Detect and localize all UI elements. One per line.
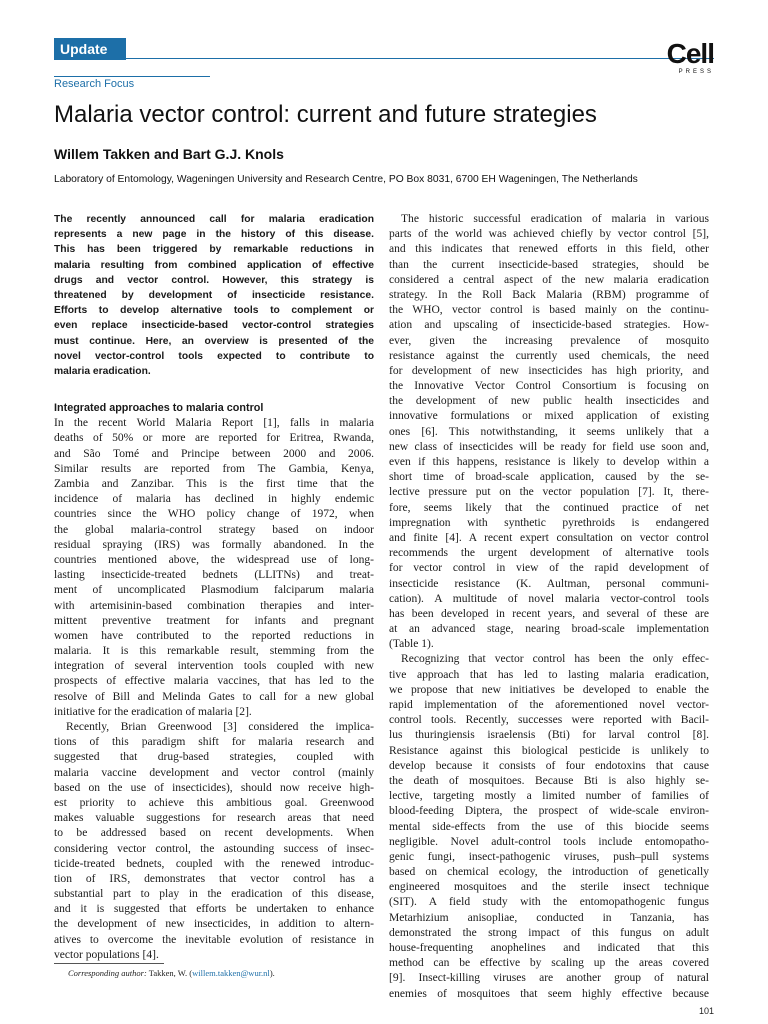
text-line: lective, targeting mostly a limited number of families of: [389, 790, 709, 803]
text-line: than the current insecticide-based strategies, should be: [389, 258, 709, 271]
text-line: ones [6]. This notwithstanding, it seems unlikely that a: [389, 425, 709, 438]
text-line: substantial part to play in the eradication of this disease,: [54, 888, 374, 901]
text-line: and São Tomé and Principe between 2000 and 2006.: [54, 447, 374, 460]
text-line: (SIT). A field study with the entomopathogenic fungus: [389, 896, 709, 909]
text-line: makes valuable suggestions for research areas that need: [54, 812, 374, 825]
text-line: for development of new insecticides has high priority, and: [389, 364, 709, 377]
text-line: ticide-treated bednets, coupled with the renewed introduc-: [54, 857, 374, 870]
text-line: This has been triggered by remarkable reductions in: [54, 244, 374, 256]
text-line: fore, seems likely that the continued practice of net: [389, 501, 709, 514]
footnote-label: Corresponding author:: [68, 968, 147, 978]
text-line: based on the use of insecticides), should now receive high-: [54, 781, 374, 794]
left-column: [54, 212, 374, 963]
text-line: atives to overcome the inevitable evolution of resistance in: [54, 933, 374, 946]
text-line: the WHO, vector control is based mainly on the continu-: [389, 304, 709, 317]
text-line: method can be effective by scaling up the areas covered: [389, 957, 709, 970]
section-tab-update: Update: [54, 38, 126, 60]
text-line: The historic successful eradication of malaria in various: [401, 213, 709, 225]
text-line: malaria vaccine development and vector control (mainly: [54, 766, 374, 779]
footnote-rule: [54, 963, 164, 964]
text-line: even if this happens, resistance is likely to develop within a: [389, 456, 709, 468]
text-line: we propose that new initiatives be developed to enable the: [389, 683, 709, 696]
text-line: to be addressed based on recent developments. When: [54, 827, 374, 840]
text-line: resistance against the currently used chemicals, the need: [389, 349, 709, 362]
text-line: develop because it consists of four endotoxins that cause: [389, 759, 709, 772]
right-column: [389, 212, 709, 1002]
text-line: incidence of malaria has declined in highly endemic: [54, 493, 374, 506]
text-line: est priority to achieve this ambitious goal. Greenwood: [54, 796, 374, 809]
footnote-close: ).: [269, 968, 275, 978]
text-line: at an advanced stage, nearing broad-scale implementation: [389, 623, 709, 636]
text-line: vector populations [4].: [54, 948, 159, 961]
text-line: residual spraying (IRS) was formally abandoned. In the: [54, 538, 374, 551]
text-line: represents a new page in the history of this disease.: [54, 229, 374, 241]
text-line: Metarhizium anisopliae, conducted in Tanzania, has: [389, 911, 709, 924]
text-line: enemies of mosquitoes that seem highly effective because: [389, 987, 709, 1000]
header-rule: [126, 58, 714, 59]
text-line: cation). A multitude of novel malaria vector-control tools: [389, 592, 709, 605]
author-affiliation: Laboratory of Entomology, Wageningen University and Research Centre, PO Box 8031, 6700 EH Wageningen, The Netherlands: [54, 174, 638, 185]
text-line: insecticide resistance (K. Aultman, personal communi-: [389, 577, 709, 590]
text-line: novel vector-control tools expected to contribute to: [54, 350, 374, 362]
text-line: malaria eradication.: [54, 365, 151, 377]
text-line: based on chemical ecology, the introduction of genetically: [389, 866, 709, 879]
text-line: and it is suggested that efforts be undertaken to enhance: [54, 903, 374, 916]
cell-press-logo: Cell: [666, 38, 714, 69]
text-line: the Innovative Vector Control Consortium is focusing on: [389, 380, 709, 393]
text-line: considering vector control, the astounding success of insec-: [54, 842, 374, 855]
text-line: drugs and vector control. However, this strategy is: [54, 274, 374, 286]
text-line: new class of insecticides will be ready for field use soon and,: [389, 440, 709, 453]
text-line: women have contributed to the reported reductions in: [54, 629, 374, 642]
corresponding-author-note: [68, 968, 275, 978]
section-heading: Integrated approaches to malaria control: [54, 402, 264, 415]
author-email-link[interactable]: willem.takken@wur.nl: [192, 968, 270, 978]
text-line: considered a central aspect of the new malaria eradication: [389, 273, 709, 286]
text-line: Recognizing that vector control has been the only effec-: [401, 653, 709, 666]
text-line: parts of the world was achieved chiefly by vector control [5],: [389, 228, 709, 241]
text-line: negligible. Novel adult-control tools include entomopatho-: [389, 835, 709, 848]
text-line: engineered mosquitoes and the sterile insect technique: [389, 881, 709, 894]
text-line: initiative for the eradication of malaria [2].: [54, 705, 252, 718]
abstract: [54, 212, 374, 379]
text-line: malaria resulting from combined application of effective: [54, 259, 374, 271]
text-line: even replace insecticide-based vector-control strategies: [54, 320, 374, 332]
text-line: Efforts to develop alternative tools to complement or: [54, 305, 374, 317]
text-line: mittent preventive treatment for infants and pregnant: [54, 614, 374, 627]
text-line: blood-feeding Diptera, the prospect of wide-scale environ-: [389, 805, 709, 818]
text-line: The recently announced call for malaria eradication: [54, 214, 374, 225]
article-title: Malaria vector control: current and future strategies: [54, 101, 597, 128]
left-body-text: [54, 416, 374, 963]
text-line: for vector control in view of the rapid development of: [389, 562, 709, 575]
text-line: lasting insecticide-treated bednets (LLITNs) and treat-: [54, 569, 374, 582]
text-line: lective pressure put on the vector population [7]. It, there-: [389, 486, 709, 499]
text-line: countries since the WHO policy change of 1972, when: [54, 508, 374, 521]
text-line: and this indicates that renewed efforts in this field, other: [389, 243, 709, 256]
text-line: rapid implementation of the aforementioned novel vector-: [389, 699, 709, 711]
text-line: with artemisinin-based combination therapies and inter-: [54, 599, 374, 612]
text-line: prospects of effective malaria vaccines, that has led to the: [54, 675, 374, 688]
right-body-text: [389, 212, 709, 1002]
text-line: and finite [4]. A recent expert consultation on vector control: [389, 531, 709, 544]
text-line: resolve of Bill and Melinda Gates to call for a new global: [54, 690, 374, 703]
text-line: the death of mosquitoes. Because Bti is also highly se-: [389, 774, 709, 787]
category-rule: [54, 76, 210, 77]
text-line: the development of new insecticides, in addition to altern-: [54, 918, 374, 931]
text-line: demonstrated the strong impact of this fungus on adult: [389, 926, 709, 939]
footnote-text: Takken, W. (: [146, 968, 193, 978]
text-line: threatened by development of insecticide resistance.: [54, 289, 374, 301]
text-line: control tools. Recently, successes were reported with Bacil-: [389, 714, 709, 727]
text-line: the development of new public health insecticides and: [389, 395, 709, 408]
text-line: lus thuringiensis israelensis (Bti) for larval control [8].: [389, 729, 709, 742]
text-line: tions of this paradigm shift for malaria research and: [54, 736, 374, 749]
text-line: deaths of 50% or more are reported for Eritrea, Rwanda,: [54, 432, 374, 445]
text-line: has been developed in recent years, and several of these are: [389, 607, 709, 620]
text-line: impregnation with synthetic pyrethroids is endangered: [389, 516, 709, 529]
text-line: ation and upscaling of insecticide-based strategies. How-: [389, 319, 709, 332]
press-wordmark: PRESS: [678, 69, 714, 75]
text-line: suggested that drug-based strategies, coupled with: [54, 751, 374, 764]
text-line: recommends the urgent development of alternative tools: [389, 547, 709, 560]
category-label: Research Focus: [54, 78, 135, 90]
text-line: Recently, Brian Greenwood [3] considered the implica-: [66, 721, 374, 733]
text-line: ever, given the increasing prevalence of mosquito: [389, 334, 709, 347]
text-line: house-frequenting anophelines and indicated that this: [389, 942, 709, 954]
text-line: malaria. It is this remarkable result, stemming from the: [54, 645, 374, 658]
text-line: integration of several intervention tools coupled with new: [54, 660, 374, 673]
text-line: tive approach that has led to lasting malaria eradication,: [389, 668, 709, 681]
text-line: ment of uncomplicated Plasmodium falciparum malaria: [54, 584, 374, 597]
text-line: (Table 1).: [389, 638, 434, 651]
text-line: tion of IRS, demonstrates that vector control has a: [54, 872, 374, 885]
text-line: countries mentioned above, the widespread use of long-: [54, 553, 374, 566]
text-line: Similar results are reported from The Gambia, Kenya,: [54, 462, 374, 475]
text-line: innovative formulations or mixed application of existing: [389, 410, 709, 423]
article-authors: Willem Takken and Bart G.J. Knols: [54, 146, 284, 162]
text-line: In the recent World Malaria Report [1], falls in malaria: [54, 417, 374, 430]
text-line: short time of broad-scale application, caused by the se-: [389, 471, 709, 484]
text-line: genic fungi, insect-pathogenic viruses, push–pull systems: [389, 850, 709, 863]
text-line: mental side-effects from the use of this biocide seems: [389, 820, 709, 833]
text-line: the global malaria-control strategy based on indoor: [54, 523, 374, 536]
text-line: strategy. In the Roll Back Malaria (RBM) programme of: [389, 288, 709, 301]
text-line: Zambia and Zanzibar. This is the first time that the: [54, 478, 374, 490]
text-line: must continue. Here, an overview is presented of the: [54, 335, 374, 347]
text-line: [9]. Insect-killing viruses are another group of natural: [389, 972, 709, 985]
text-line: Resistance against this biological pesticide is unlikely to: [389, 744, 709, 757]
page-number: 101: [698, 1006, 714, 1016]
